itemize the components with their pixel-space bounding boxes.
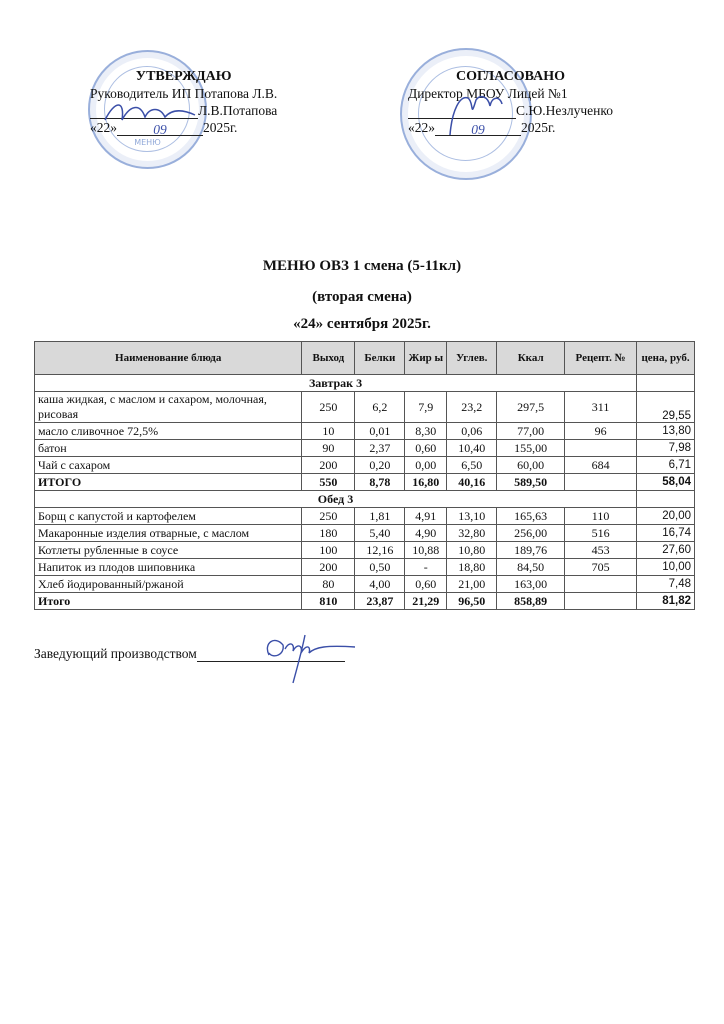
cell-yield: 250 [302, 508, 355, 525]
approver-name: Л.В.Потапова [198, 103, 278, 118]
empty-cell [637, 491, 695, 508]
col-header-yield: Выход [302, 342, 355, 375]
cell-yield: 80 [302, 576, 355, 593]
cell-protein: 23,87 [355, 593, 405, 610]
cell-fat: 21,29 [405, 593, 447, 610]
cell-kcal: 189,76 [497, 542, 565, 559]
menu-date: «24» сентября 2025г. [293, 316, 431, 332]
cell-protein: 1,81 [355, 508, 405, 525]
cell-price: 16,74 [637, 525, 695, 542]
total-row [35, 474, 695, 491]
menu-table [34, 341, 695, 610]
cell-recipe-number: 110 [565, 508, 637, 525]
cell-kcal: 155,00 [497, 440, 565, 457]
cell-carbs: 10,80 [447, 542, 497, 559]
cell-recipe-number: 311 [565, 392, 637, 423]
approver-name: С.Ю.Незлученко [516, 103, 613, 118]
approver-position: Руководитель ИП Потапова Л.В. [90, 86, 278, 101]
cell-yield: 10 [302, 423, 355, 440]
cell-protein: 8,78 [355, 474, 405, 491]
cell-price: 7,98 [637, 440, 695, 457]
section-title: Обед 3 [35, 491, 637, 508]
col-header-recipe: Рецепт. № [565, 342, 637, 375]
cell-fat: 4,90 [405, 525, 447, 542]
cell-dish-name: ИТОГО [35, 474, 302, 491]
cell-protein: 6,2 [355, 392, 405, 423]
table-row [35, 440, 695, 457]
approver-position: Директор МБОУ Лицей №1 [408, 86, 568, 101]
approval-heading: СОГЛАСОВАНО [456, 69, 565, 84]
cell-protein: 0,50 [355, 559, 405, 576]
cell-protein: 12,16 [355, 542, 405, 559]
cell-price: 10,00 [637, 559, 695, 576]
section-title: Завтрак 3 [35, 375, 637, 392]
cell-carbs: 13,10 [447, 508, 497, 525]
section-header-row [35, 375, 695, 392]
cell-price: 6,71 [637, 457, 695, 474]
section-header-row [35, 491, 695, 508]
cell-dish-name: батон [35, 440, 302, 457]
approval-heading: УТВЕРЖДАЮ [135, 69, 232, 84]
cell-dish-name: Котлеты рубленные в соусе [35, 542, 302, 559]
table-row [35, 457, 695, 474]
cell-protein: 0,01 [355, 423, 405, 440]
cell-carbs: 40,16 [447, 474, 497, 491]
table-row [35, 392, 695, 423]
cell-dish-name: Борщ с капустой и картофелем [35, 508, 302, 525]
cell-kcal: 84,50 [497, 559, 565, 576]
cell-kcal: 163,00 [497, 576, 565, 593]
total-row [35, 593, 695, 610]
cell-fat: - [405, 559, 447, 576]
approval-month: 09 [435, 121, 521, 136]
col-header-dish: Наименование блюда [35, 342, 302, 375]
menu-title: МЕНЮ ОВЗ 1 смена (5-11кл) [262, 258, 462, 274]
cell-carbs: 21,00 [447, 576, 497, 593]
col-header-price: цена, руб. [637, 342, 695, 375]
table-row [35, 508, 695, 525]
cell-yield: 90 [302, 440, 355, 457]
cell-fat: 0,60 [405, 440, 447, 457]
table-row [35, 525, 695, 542]
table-row [35, 576, 695, 593]
cell-yield: 250 [302, 392, 355, 423]
cell-dish-name: Итого [35, 593, 302, 610]
cell-protein: 5,40 [355, 525, 405, 542]
menu-subtitle: (вторая смена) [312, 289, 412, 305]
cell-kcal: 589,50 [497, 474, 565, 491]
cell-yield: 810 [302, 593, 355, 610]
right-signature-icon [440, 90, 510, 140]
approval-block-right [408, 68, 613, 136]
cell-yield: 180 [302, 525, 355, 542]
cell-fat: 4,91 [405, 508, 447, 525]
cell-dish-name: Чай с сахаром [35, 457, 302, 474]
cell-yield: 200 [302, 559, 355, 576]
cell-price: 81,82 [637, 593, 695, 610]
cell-price: 20,00 [637, 508, 695, 525]
cell-protein: 2,37 [355, 440, 405, 457]
cell-dish-name: Напиток из плодов шиповника [35, 559, 302, 576]
cell-recipe-number [565, 440, 637, 457]
left-signature-icon [100, 95, 200, 135]
cell-carbs: 32,80 [447, 525, 497, 542]
cell-dish-name: масло сливочное 72,5% [35, 423, 302, 440]
cell-price: 29,55 [637, 392, 695, 423]
cell-fat: 16,80 [405, 474, 447, 491]
approval-year: 2025г. [521, 120, 556, 135]
cell-yield: 200 [302, 457, 355, 474]
table-row [35, 423, 695, 440]
empty-cell [637, 375, 695, 392]
cell-kcal: 77,00 [497, 423, 565, 440]
cell-recipe-number [565, 576, 637, 593]
cell-price: 13,80 [637, 423, 695, 440]
col-header-kcal: Ккал [497, 342, 565, 375]
approval-day: «22» [408, 120, 435, 135]
table-header-row [35, 342, 695, 375]
cell-fat: 7,9 [405, 392, 447, 423]
footer-signature-icon [255, 625, 365, 687]
col-header-carbs: Углев. [447, 342, 497, 375]
stamp-text: МЕНЮ [134, 138, 161, 147]
cell-fat: 0,00 [405, 457, 447, 474]
production-manager-label: Заведующий производством [34, 646, 197, 661]
cell-dish-name: каша жидкая, с маслом и сахаром, молочная, рисовая [35, 392, 302, 423]
table-row [35, 542, 695, 559]
cell-protein: 4,00 [355, 576, 405, 593]
cell-fat: 0,60 [405, 576, 447, 593]
cell-kcal: 256,00 [497, 525, 565, 542]
cell-kcal: 297,5 [497, 392, 565, 423]
cell-price: 27,60 [637, 542, 695, 559]
cell-carbs: 23,2 [447, 392, 497, 423]
cell-carbs: 10,40 [447, 440, 497, 457]
cell-price: 7,48 [637, 576, 695, 593]
cell-recipe-number: 453 [565, 542, 637, 559]
cell-yield: 550 [302, 474, 355, 491]
approval-year: 2025г. [203, 120, 238, 135]
cell-protein: 0,20 [355, 457, 405, 474]
cell-dish-name: Хлеб йодированный/ржаной [35, 576, 302, 593]
cell-fat: 10,88 [405, 542, 447, 559]
approval-day: «22» [90, 120, 117, 135]
approval-month: 09 [117, 121, 203, 136]
cell-recipe-number: 96 [565, 423, 637, 440]
cell-kcal: 165,63 [497, 508, 565, 525]
col-header-protein: Белки [355, 342, 405, 375]
table-row [35, 559, 695, 576]
cell-recipe-number [565, 593, 637, 610]
cell-recipe-number: 516 [565, 525, 637, 542]
cell-recipe-number [565, 474, 637, 491]
cell-price: 58,04 [637, 474, 695, 491]
cell-carbs: 18,80 [447, 559, 497, 576]
cell-kcal: 858,89 [497, 593, 565, 610]
cell-recipe-number: 684 [565, 457, 637, 474]
cell-dish-name: Макаронные изделия отварные, с маслом [35, 525, 302, 542]
cell-carbs: 96,50 [447, 593, 497, 610]
cell-yield: 100 [302, 542, 355, 559]
cell-recipe-number: 705 [565, 559, 637, 576]
cell-carbs: 0,06 [447, 423, 497, 440]
cell-fat: 8,30 [405, 423, 447, 440]
cell-kcal: 60,00 [497, 457, 565, 474]
col-header-fat: Жир ы [405, 342, 447, 375]
cell-carbs: 6,50 [447, 457, 497, 474]
